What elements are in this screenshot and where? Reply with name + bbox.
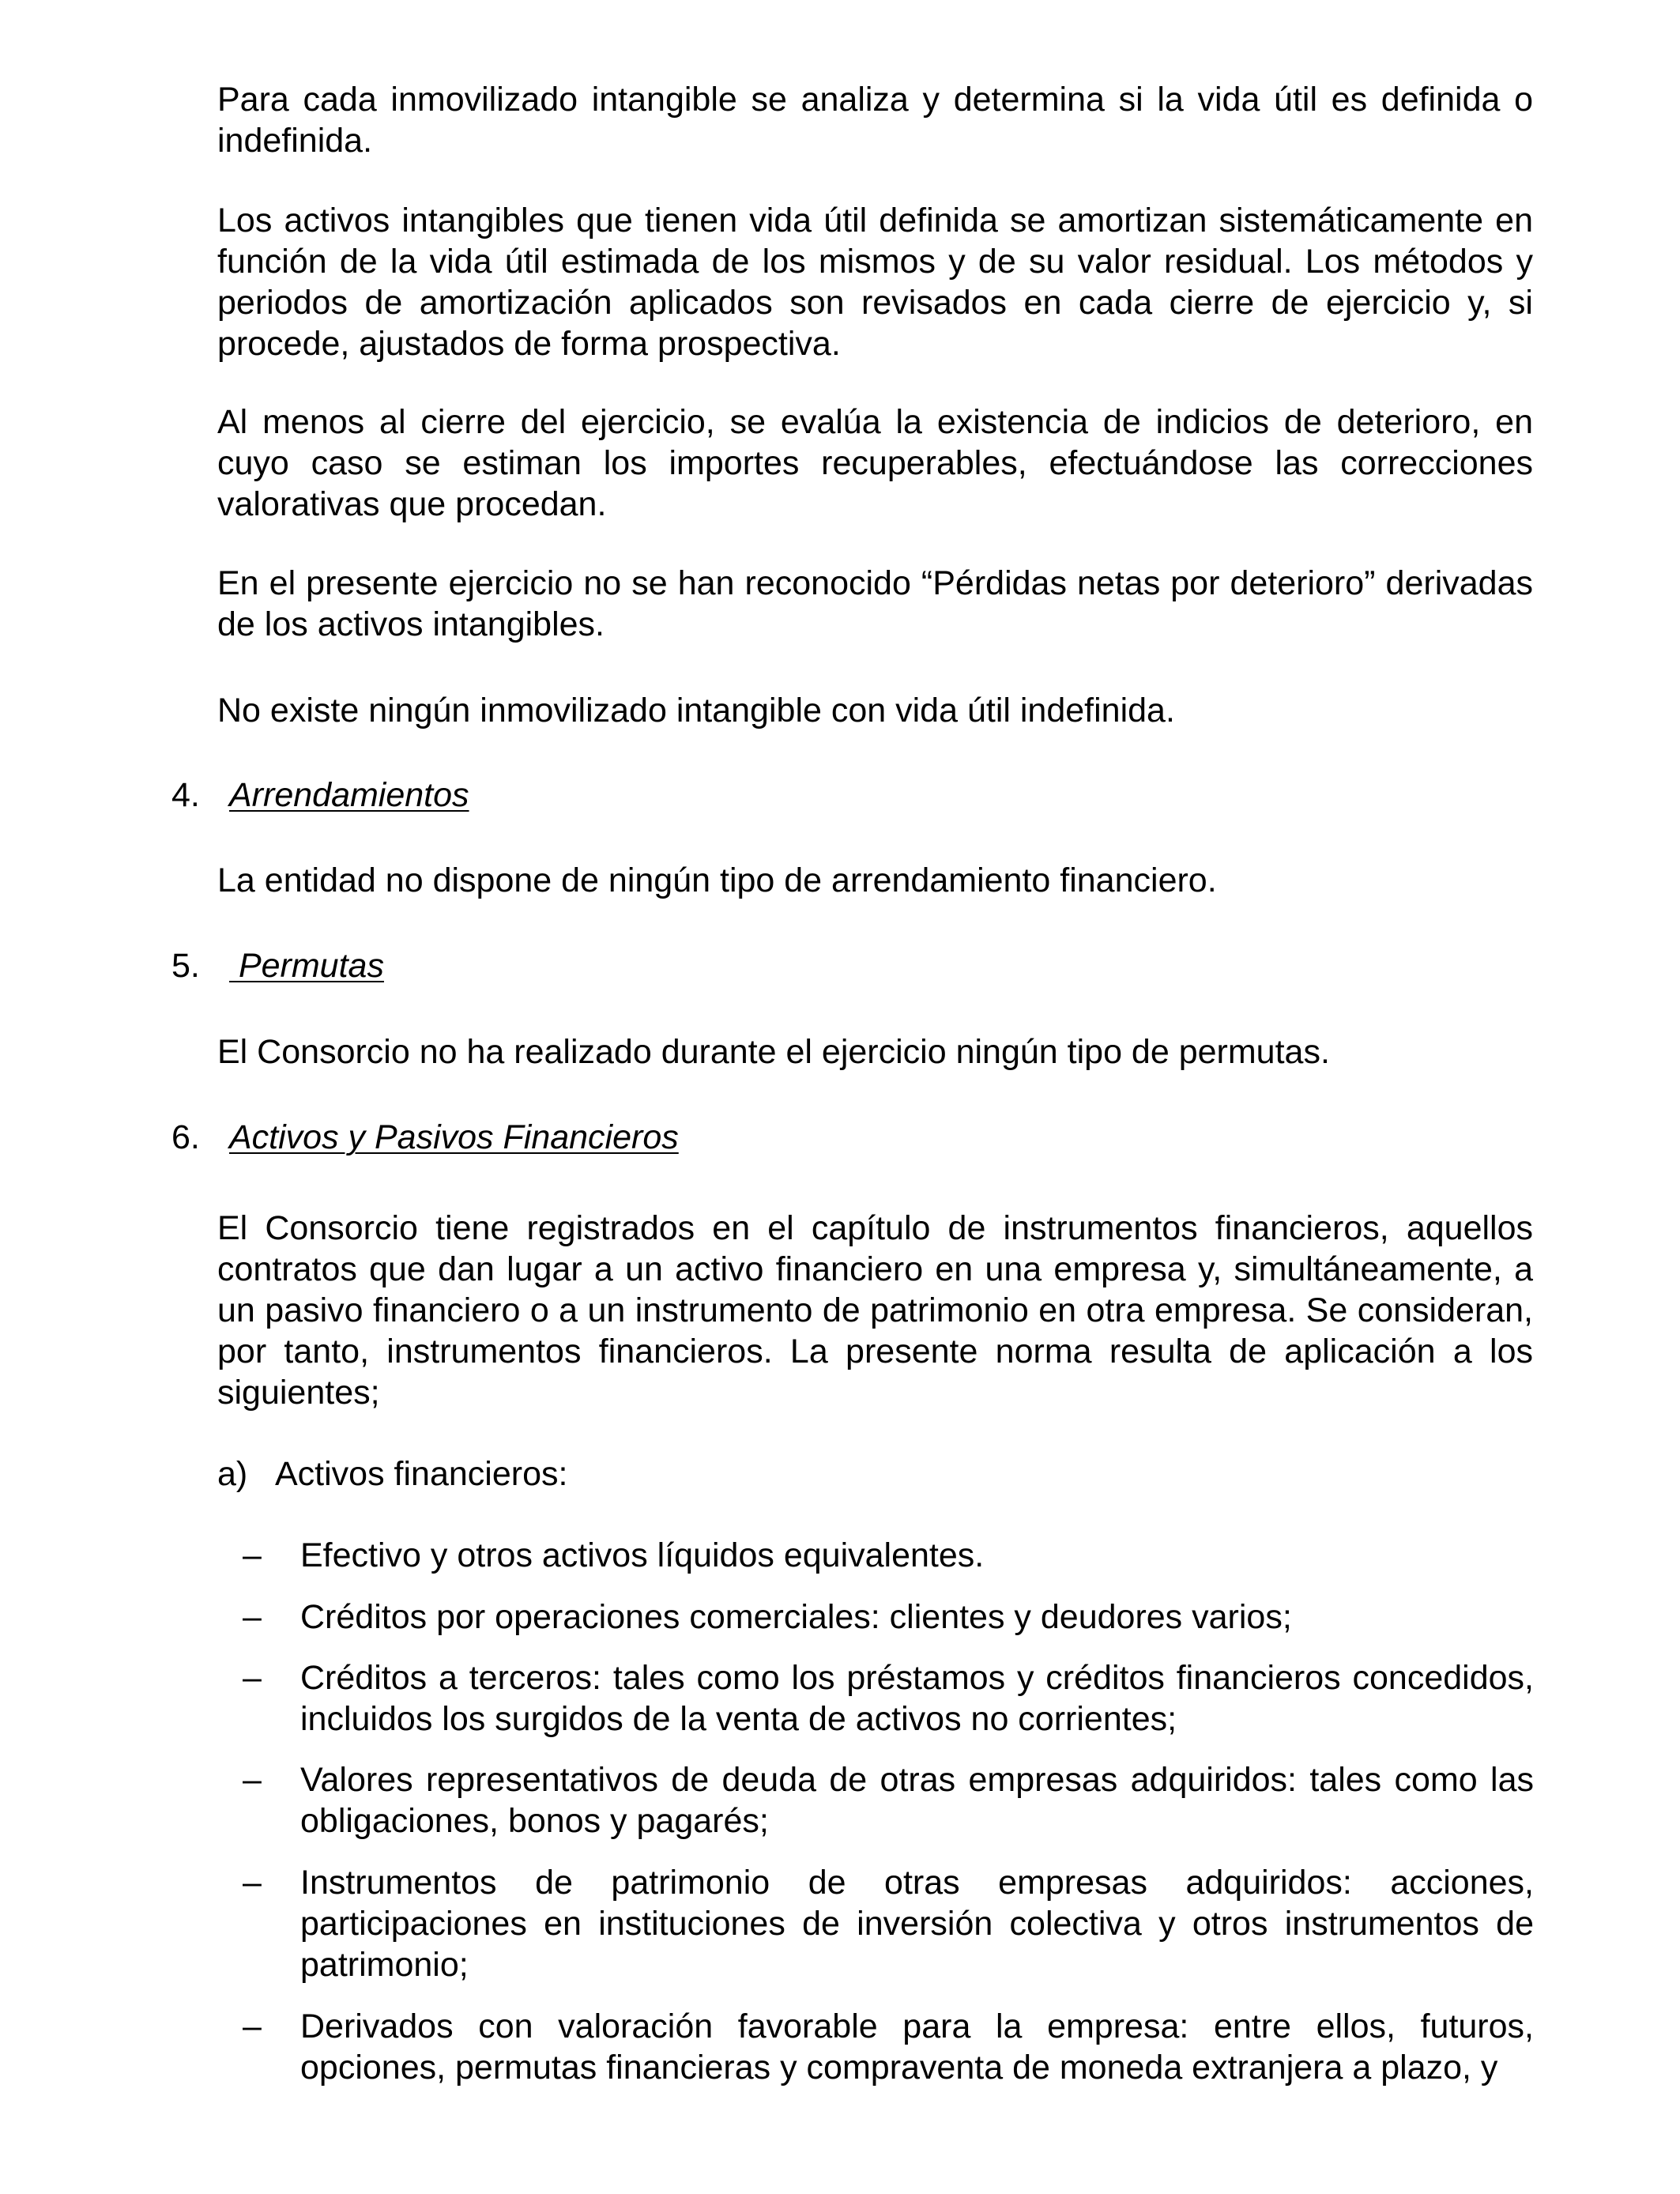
list-item-text: Créditos a terceros: tales como los préstamos y créditos financieros concedidos, incluidos los surgidos de la venta de activos no corrientes; xyxy=(300,1659,1534,1738)
subsection-activos-financieros xyxy=(217,1453,1521,1495)
paragraph-perdidas-netas: En el presente ejercicio no se han reconocido “Pérdidas netas por deterioro” derivadas de los activos intangibles. xyxy=(217,564,1533,643)
list-item xyxy=(243,1596,1534,1638)
paragraph-permutas: El Consorcio no ha realizado durante el ejercicio ningún tipo de permutas. xyxy=(217,1033,1330,1071)
paragraph-instrumentos-financieros: El Consorcio tiene registrados en el capítulo de instrumentos financieros, aquellos contratos que dan lugar a un activo financiero en una empresa y, simultáneamente, a un pasivo financiero o a un instrumento de patrimonio en otra empresa. Se consideran, por tanto, instrumentos financieros. La presente norma resulta de aplicación a los siguientes; xyxy=(217,1209,1533,1412)
section-number: 4. xyxy=(171,776,200,814)
list-item-text: Créditos por operaciones comerciales: clientes y deudores varios; xyxy=(300,1598,1292,1636)
dash-bullet-icon: – xyxy=(243,2007,262,2045)
paragraph-arrendamientos: La entidad no dispone de ningún tipo de arrendamiento financiero. xyxy=(217,861,1217,899)
list-item xyxy=(243,1759,1534,1842)
list-item xyxy=(243,1657,1534,1740)
list-item xyxy=(243,1862,1534,1985)
subsection-label: a) xyxy=(217,1455,248,1493)
dash-bullet-icon: – xyxy=(243,1864,262,1902)
list-item-text: Derivados con valoración favorable para la empresa: entre ellos, futuros, opciones, permutas financieras y compraventa de moneda extranjera a plazo, y xyxy=(300,2007,1534,2087)
section-title: Activos y Pasivos Financieros xyxy=(229,1118,679,1156)
list-item xyxy=(243,2006,1534,2088)
paragraph-vida-indefinida: No existe ningún inmovilizado intangible con vida útil indefinida. xyxy=(217,692,1175,729)
section-heading-activos-pasivos xyxy=(171,1117,1515,1158)
section-heading-arrendamientos xyxy=(171,775,1515,816)
dash-bullet-icon: – xyxy=(243,1761,262,1799)
section-number: 6. xyxy=(171,1118,200,1156)
list-item-text: Instrumentos de patrimonio de otras empresas adquiridos: acciones, participaciones en instituciones de inversión colectiva y otros instrumentos de patrimonio; xyxy=(300,1864,1534,1984)
list-item xyxy=(243,1535,1534,1576)
paragraph-deterioro: Al menos al cierre del ejercicio, se evalúa la existencia de indicios de deterioro, en cuyo caso se estiman los importes recuperables, efectuándose las correcciones valorativas que procedan. xyxy=(217,403,1533,523)
section-heading-permutas xyxy=(171,945,1515,986)
section-title: Permutas xyxy=(229,947,384,985)
paragraph-amortizacion: Los activos intangibles que tienen vida útil definida se amortizan sistemáticamente en función de la vida útil estimada de los mismos y de su valor residual. Los métodos y periodos de amortización aplicados son revisados en cada cierre de ejercicio y, si procede, ajustados de forma prospectiva. xyxy=(217,202,1533,363)
dash-bullet-icon: – xyxy=(243,1659,262,1697)
dash-bullet-icon: – xyxy=(243,1598,262,1636)
subsection-title: Activos financieros: xyxy=(275,1455,568,1493)
section-title: Arrendamientos xyxy=(229,776,469,814)
paragraph-vida-util: Para cada inmovilizado intangible se analiza y determina si la vida útil es definida o indefinida. xyxy=(217,81,1533,160)
list-item-text: Efectivo y otros activos líquidos equivalentes. xyxy=(300,1536,985,1574)
list-item-text: Valores representativos de deuda de otras empresas adquiridos: tales como las obligaciones, bonos y pagarés; xyxy=(300,1761,1534,1840)
dash-bullet-icon: – xyxy=(243,1536,262,1574)
section-number: 5. xyxy=(171,947,200,985)
